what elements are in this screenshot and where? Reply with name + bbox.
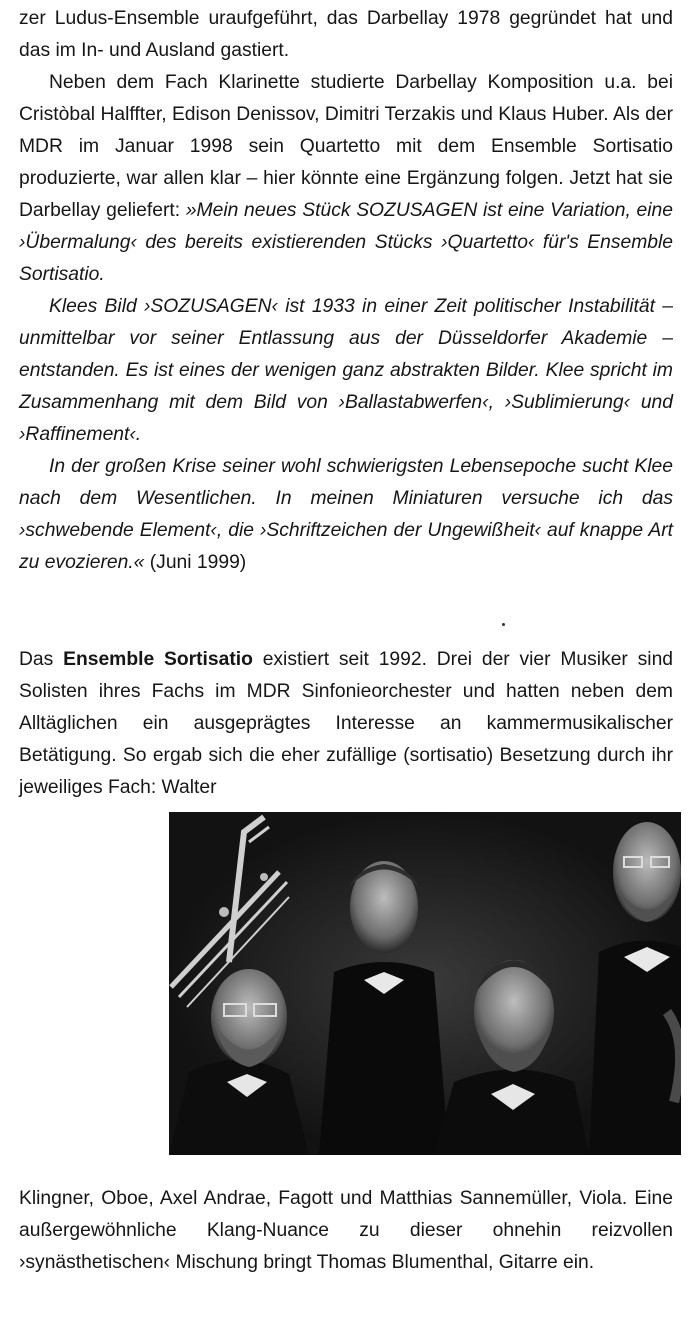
paragraph-4-date: (Juni 1999) bbox=[149, 552, 247, 573]
paragraph-3: Klees Bild ›SOZUSAGEN‹ ist 1933 in einer Zeit politischer Instabilität – unmittelbar vor seiner Entlassung aus der Düsseldorfer Akademie – entstanden. Es ist eines der wenigen ganz abstrakten Bilder. Klee spricht im Zusammenhang mit dem Bild von ›Ballastabwerfen‹, ›Sublimierung‹ und ›Raffinement‹. bbox=[19, 296, 673, 445]
speck bbox=[502, 623, 505, 626]
paragraph-4 bbox=[19, 451, 673, 579]
text-block-top bbox=[19, 3, 673, 579]
paragraph-6: Klingner, Oboe, Axel Andrae, Fagott und Matthias Sannemüller, Viola. Eine außergewöhnliche Klang-Nuance zu dieser ohnehin reizvollen ›synästhetischen‹ Mischung bringt Thomas Blumenthal, Gitarre ein. bbox=[19, 1188, 673, 1273]
text-block-ensemble bbox=[19, 644, 673, 804]
ensemble-name: Ensemble Sortisatio bbox=[63, 649, 253, 670]
paragraph-2-quote: »Mein neues Stück SOZUSAGEN ist eine Variation, eine ›Übermalung‹ des bereits existierenden Stücks ›Quartetto‹ für's Ensemble Sortisatio. bbox=[19, 200, 673, 285]
paragraph-5-rest: existiert seit 1992. Drei der vier Musiker sind Solisten ihres Fachs im MDR Sinfonieorchester und hatten neben dem Alltäglichen ein ausgeprägtes Interesse an kammermusikalischer Betätigung. So ergab sich die eher zufällige (sortisatio) Besetzung durch ihr jeweiliges Fach: Walter bbox=[19, 649, 674, 798]
ensemble-photo-image bbox=[169, 812, 681, 1155]
text-block-bottom bbox=[19, 1183, 673, 1279]
paragraph-1: zer Ludus-Ensemble uraufgeführt, das Darbellay 1978 gegründet hat und das im In- und Ausland gastiert. bbox=[19, 8, 673, 61]
paragraph-5-pre: Das bbox=[19, 649, 54, 670]
paragraph-4-quote: In der großen Krise seiner wohl schwierigsten Lebensepoche sucht Klee nach dem Wesentlichen. In meinen Miniaturen versuche ich das ›schwebende Element‹, die ›Schriftzeichen der Ungewißheit‹ auf knappe Art zu evozieren.« bbox=[19, 456, 673, 573]
paragraph-2-text: Neben dem Fach Klarinette studierte Darbellay Komposition u.a. bei Cristòbal Halffter, Edison Denissov, Dimitri Terzakis und Klaus Huber. Als der MDR im Januar 1998 sein Quartetto mit dem Ensemble Sortisatio produzierte, war allen klar – hier könnte eine Ergänzung folgen. Jetzt hat sie Darbellay geliefert: bbox=[19, 72, 673, 221]
paragraph-5 bbox=[19, 644, 673, 804]
paragraph-2 bbox=[19, 67, 673, 291]
ensemble-photo bbox=[169, 812, 681, 1155]
